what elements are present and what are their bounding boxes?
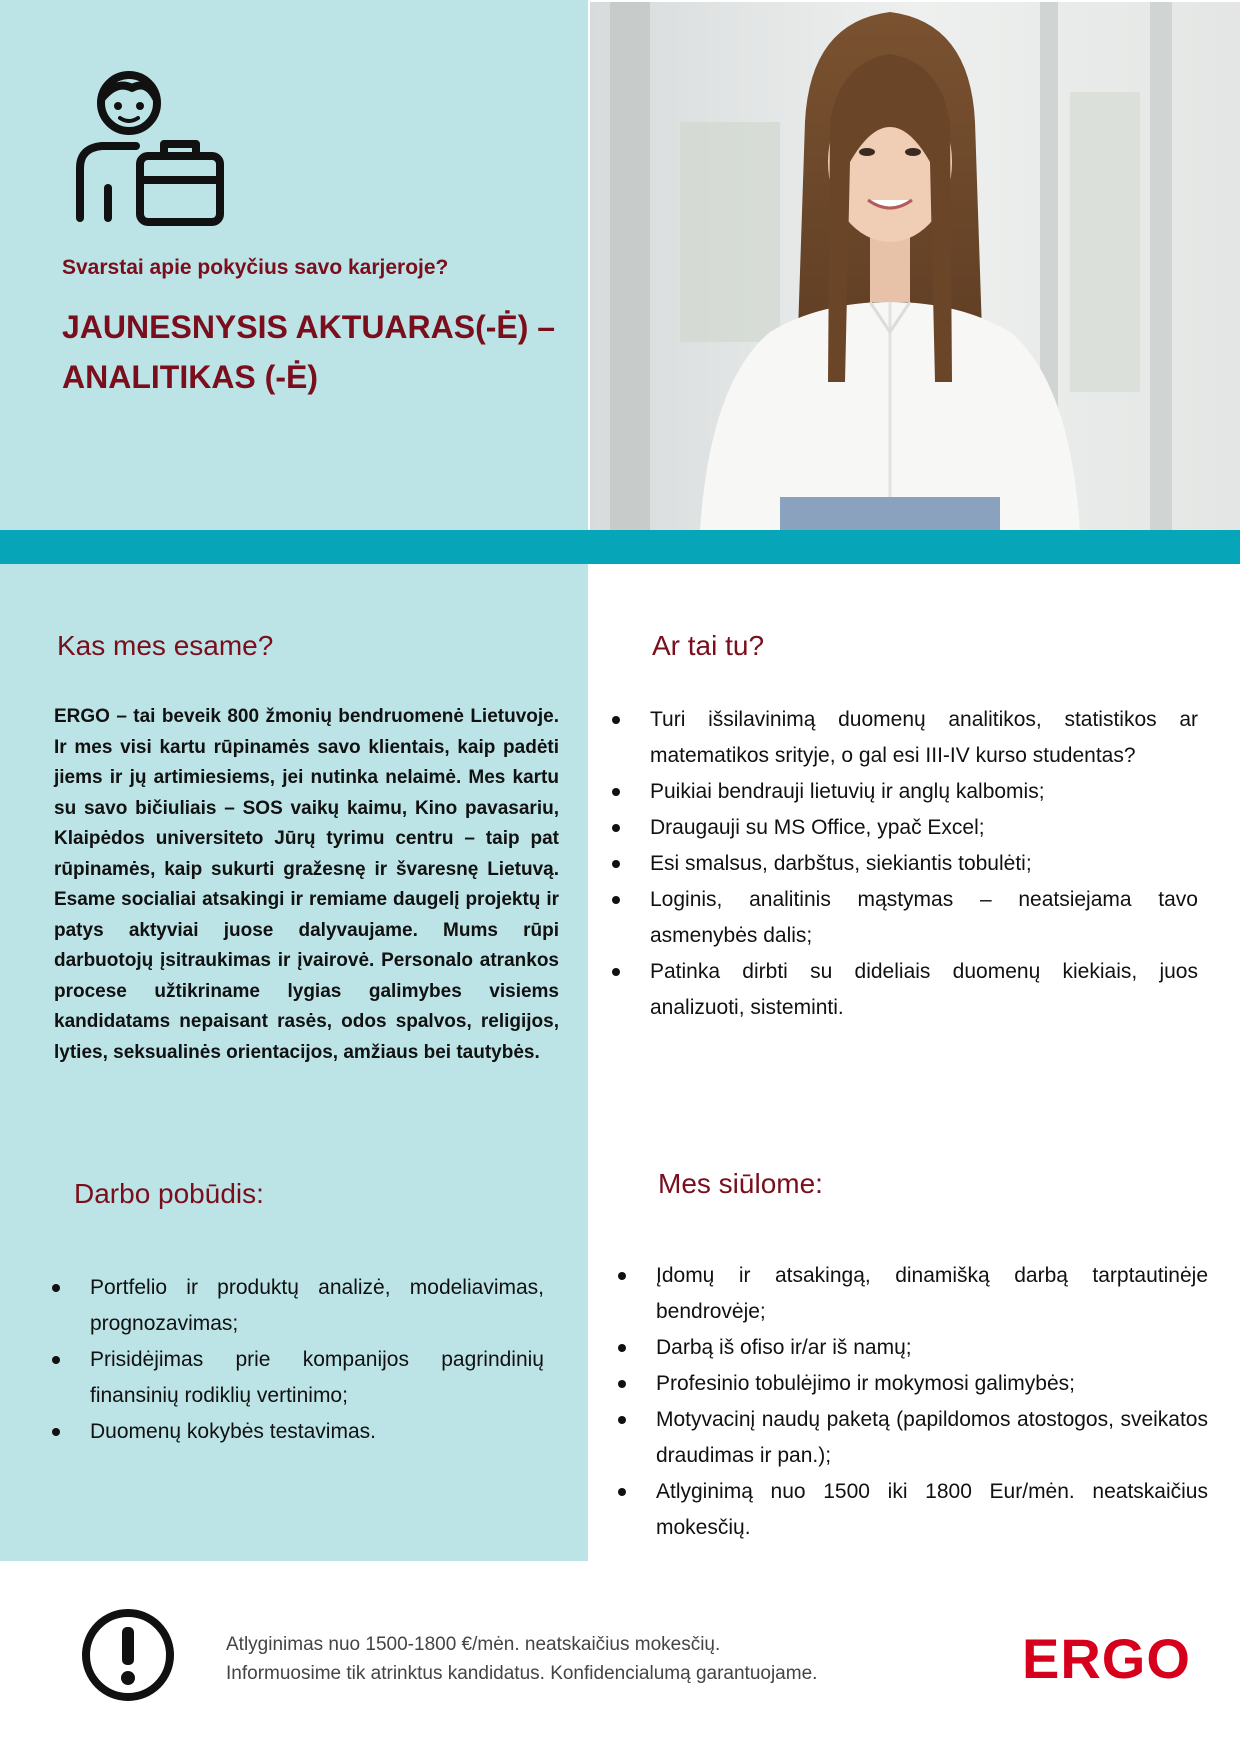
ergo-logo: ERGO — [1022, 1627, 1191, 1690]
requirements-list — [612, 702, 1198, 1026]
list-item: Draugauji su MS Office, ypač Excel; — [612, 810, 1198, 846]
teal-divider-band — [0, 530, 1240, 564]
list-item: Patinka dirbti su dideliais duomenų kiekiais, juos analizuoti, sisteminti. — [612, 954, 1198, 1026]
exclamation-circle-icon — [80, 1607, 176, 1703]
duties-list — [52, 1270, 544, 1450]
list-item: Prisidėjimas prie kompanijos pagrindinių finansinių rodiklių vertinimo; — [52, 1342, 544, 1414]
hero-kicker: Svarstai apie pokyčius savo karjeroje? — [62, 256, 449, 279]
list-item: Esi smalsus, darbštus, siekiantis tobulėti; — [612, 846, 1198, 882]
list-item: Turi išsilavinimą duomenų analitikos, statistikos ar matematikos srityje, o gal esi III-IV kurso studentas? — [612, 702, 1198, 774]
job-title — [62, 302, 582, 402]
duties-heading: Darbo pobūdis: — [74, 1178, 264, 1209]
hero-photo — [590, 2, 1240, 530]
job-title-line-2: ANALITIKAS (-Ė) — [62, 359, 318, 395]
list-item: Loginis, analitinis mąstymas – neatsiejama tavo asmenybės dalis; — [612, 882, 1198, 954]
person-with-briefcase-icon — [72, 68, 232, 228]
requirements-heading: Ar tai tu? — [652, 630, 765, 661]
offer-list — [618, 1258, 1208, 1546]
about-text: ERGO – tai beveik 800 žmonių bendruomenė Lietuvoje. Ir mes visi kartu rūpinamės savo klientais, kaip padėti jiems ir jų artimiesiems, jei nutinka nelaimė. Mes kartu su savo bičiuliais – SOS vaikų kaimu, Kino pavasariu, Klaipėdos universiteto Jūrų tyrimu centru – taip pat rūpinamės, kaip sukurti gražesnę ir švaresnę Lietuvą. Esame socialiai atsakingi ir remiame daugelį projektų ir patys aktyviai juose dalyvaujame. Mums rūpi darbuotojų įsitraukimas ir įvairovė. Personalo atrankos procese užtikriname lygias galimybes visiems kandidatams nepaisant rasės, odos spalvos, religijos, lyties, seksualinės orientacijos, amžiaus bei tautybės. — [54, 706, 559, 1063]
offer-heading: Mes siūlome: — [658, 1168, 823, 1199]
footer-note — [226, 1630, 817, 1688]
about-heading: Kas mes esame? — [57, 630, 274, 661]
list-item: Duomenų kokybės testavimas. — [52, 1414, 544, 1450]
footer-line-2: Informuosime tik atrinktus kandidatus. Konfidencialumą garantuojame. — [226, 1663, 818, 1684]
list-item: Puikiai bendrauji lietuvių ir anglų kalbomis; — [612, 774, 1198, 810]
list-item: Portfelio ir produktų analizė, modeliavimas, prognozavimas; — [52, 1270, 544, 1342]
list-item: Darbą iš ofiso ir/ar iš namų; — [618, 1330, 1208, 1366]
footer-line-1: Atlyginimas nuo 1500-1800 €/mėn. neatskaičius mokesčių. — [226, 1634, 721, 1655]
list-item: Atlyginimą nuo 1500 iki 1800 Eur/mėn. neatskaičius mokesčių. — [618, 1474, 1208, 1546]
list-item: Profesinio tobulėjimo ir mokymosi galimybės; — [618, 1366, 1208, 1402]
list-item: Motyvacinį naudų paketą (papildomos atostogos, sveikatos draudimas ir pan.); — [618, 1402, 1208, 1474]
list-item: Įdomų ir atsakingą, dinamišką darbą tarptautinėje bendrovėje; — [618, 1258, 1208, 1330]
job-title-line-1: JAUNESNYSIS AKTUARAS(-Ė) – — [62, 309, 556, 345]
